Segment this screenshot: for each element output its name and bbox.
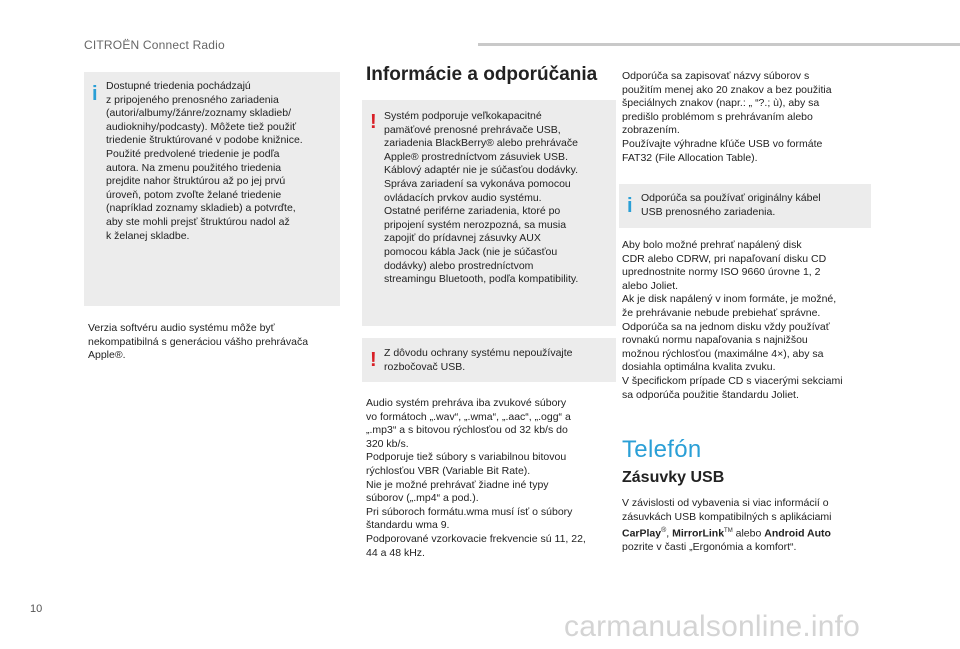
android-auto-label: Android Auto [764,527,831,540]
registered-mark: ® [661,527,667,535]
warning-box-usb-support [362,100,616,326]
page-number: 10 [30,603,43,615]
warning-icon: ! [370,349,377,371]
usb-text-or: alebo [732,527,765,540]
cd-burning-text: Aby bolo možné prehrať napálený disk CDR alebo CDRW, pri napaľovaní disku CD uprednostnite normy ISO 9660 úrovne 1, 2 alebo Joliet. Ak je disk napálený v inom formáte, je možné, že prehrávanie nebude prebiehať správne. Odporúča sa na jednom disku vždy používať rovnakú normu napaľovania s najnižšou možnou rýchlosťou (maximálne 4×), aby sa dosiahla optimálna kvalita zvuku. V špecifickom prípade CD s viacerými sekciami sa odporúča použitie štandardu Joliet. [622,239,843,401]
warning-box-usb-hub [362,338,616,382]
apple-compat-note: Verzia softvéru audio systému môže byť nekompatibilná s generáciou vášho prehrávača Apple®. [88,322,309,362]
info-icon: i [627,195,633,217]
usb-text-part1: V závislosti od vybavenia si viac informácií o zásuvkách USB kompatibilných s aplikáciami [622,497,832,523]
usb-text-separator: , [666,527,673,540]
info-box-sorting-text: Dostupné triedenia pochádzajú z pripojeného prenosného zariadenia (autori/albumy/žánre/zoznamy skladieb/ audioknihy/podcasty). Môžete tiež použiť triedenie štruktúrované v podobe knižnice. Použité predvolené triedenie je podľa autora. Na zmenu použitého triedenia prejdite nahor štruktúrou až po jej prvú úroveň, potom zvoľte želané triedenie (napríklad zoznamy skladieb) a potvrďte, aby ste mohli prejsť štruktúrou nadol až k želanej skladbe. [106,80,303,242]
info-box-cable [619,184,871,228]
section-heading-telefon: Telefón [622,436,702,463]
subheading-usb-sockets: Zásuvky USB [622,469,725,486]
audio-formats-text: Audio systém prehráva iba zvukové súbory vo formátoch „.wav“, „.wma“, „.aac“, „.ogg“ a „.mp3“ a s bitovou rýchlosťou od 32 kb/s do 320 kb/s. Podporuje tiež súbory s variabilnou bitovou rýchlosťou VBR (Variable Bit Rate). Nie je možné prehrávať žiadne iné typy súborov („.mp4“ a pod.). Pri súboroch formátu.wma musí ísť o súbory štandardu wma 9. Podporované vzorkovacie frekvencie sú 11, 22, 44 a 48 kHz. [366,397,586,559]
file-naming-text: Odporúča sa zapisovať názvy súborov s použitím menej ako 20 znakov a bez použitia špeciálnych znakov (napr.: „ “?.; ù), aby sa predišlo problémom s prehrávaním alebo zobrazením. Používajte výhradne kľúče USB vo formáte FAT32 (File Allocation Table). [622,70,832,164]
watermark: carmanualsonline.info [564,610,861,643]
mirrorlink-label: MirrorLink [672,527,725,540]
info-box-cable-text: Odporúča sa používať originálny kábel USB prenosného zariadenia. [641,192,821,218]
warning-box-usb-hub-text: Z dôvodu ochrany systému nepoužívajte rozbočovač USB. [384,347,573,373]
section-heading-info: Informácie a odporúčania [366,64,598,85]
trademark-mark: TM [724,528,733,535]
usb-text-part2: pozrite v časti „Ergonómia a komfort“. [622,541,797,554]
header-divider [478,43,960,46]
warning-box-usb-support-text: Systém podporuje veľkokapacitné pamäťové prenosné prehrávače USB, zariadenia BlackBerry® alebo prehrávače Apple® prostredníctvom zásuviek USB. Káblový adaptér nie je súčasťou dodávky. Správa zariadení sa vykonáva pomocou ovládacích prvkov audio systému. Ostatné periférne zariadenia, ktoré po pripojení systém nerozpozná, sa musia zapojiť do prídavnej zásuvky AUX pomocou kábla Jack (nie je súčasťou dodávky) alebo prostredníctvom streamingu Bluetooth, podľa kompatibility. [384,110,579,286]
carplay-label: CarPlay [622,527,662,540]
usb-sockets-text [622,497,892,555]
warning-icon: ! [370,111,377,133]
info-box-sorting [84,72,340,306]
header-title: CITROËN Connect Radio [84,38,225,52]
info-icon: i [92,83,98,105]
